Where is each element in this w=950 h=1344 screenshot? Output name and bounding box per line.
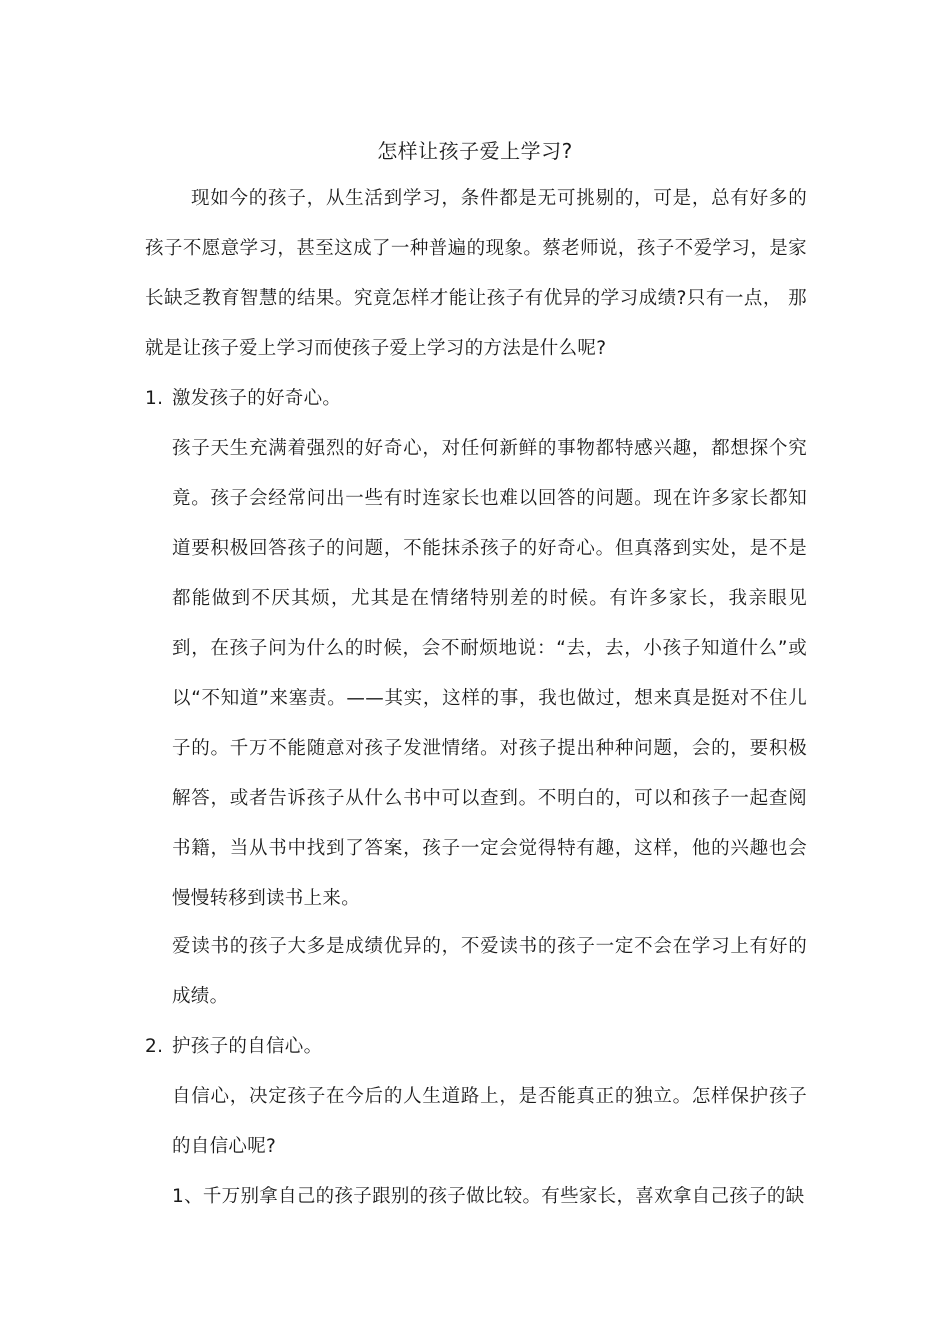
section-1-paragraph-2: 爱读书的孩子大多是成绩优异的，不爱读书的孩子一定不会在学习上有好的成绩。 (172, 936, 807, 1007)
section-1-paragraph-1: 孩子天生充满着强烈的好奇心，对任何新鲜的事物都特感兴趣，都想探个究竟。孩子会经常问出一些有时连家长也难以回答的问题。现在许多家长都知道要积极回答孩子的问题，不能抹杀孩子的好奇心。但真落到实处，是不是都能做到不厌其烦，尤其是在情绪特别差的时候。有许多家长，我亲眼见到，在孩子问为什么的时候，会不耐烦地说：“去，去，小孩子知道什么”或以“不知道”来塞责。——其实，这样的事，我也做过，想来真是挺对不住儿子的。千万不能随意对孩子发泄情绪。对孩子提出种种问题，会的，要积极解答，或者告诉孩子从什么书中可以查到。不明白的，可以和孩子一起查阅书籍，当从书中找到了答案，孩子一定会觉得特有趣，这样，他的兴趣也会慢慢转移到读书上来。 (172, 438, 807, 909)
section-2-paragraph-1: 自信心，决定孩子在今后的人生道路上，是否能真正的独立。怎样保护孩子的自信心呢? (172, 1086, 807, 1157)
section-1-number: 1. (145, 388, 164, 409)
section-2-paragraph-2: 1、千万别拿自己的孩子跟别的孩子做比较。有些家长，喜欢拿自己孩子的缺 (172, 1186, 805, 1207)
section-1-heading (145, 374, 807, 424)
section-1-heading-text: 激发孩子的好奇心。 (172, 388, 342, 409)
section-2-heading (145, 1022, 807, 1072)
intro-paragraph: 现如今的孩子，从生活到学习，条件都是无可挑剔的，可是，总有好多的孩子不愿意学习，甚至这成了一种普遍的现象。蔡老师说，孩子不爱学习，是家长缺乏教育智慧的结果。究竟怎样才能让孩子有优异的学习成绩?只有一点， 那就是让孩子爱上学习而使孩子爱上学习的方法是什么呢? (145, 188, 807, 359)
document-title: 怎样让孩子爱上学习? (377, 139, 573, 163)
section-2-number: 2. (145, 1036, 164, 1057)
section-2-heading-text: 护孩子的自信心。 (172, 1036, 323, 1057)
